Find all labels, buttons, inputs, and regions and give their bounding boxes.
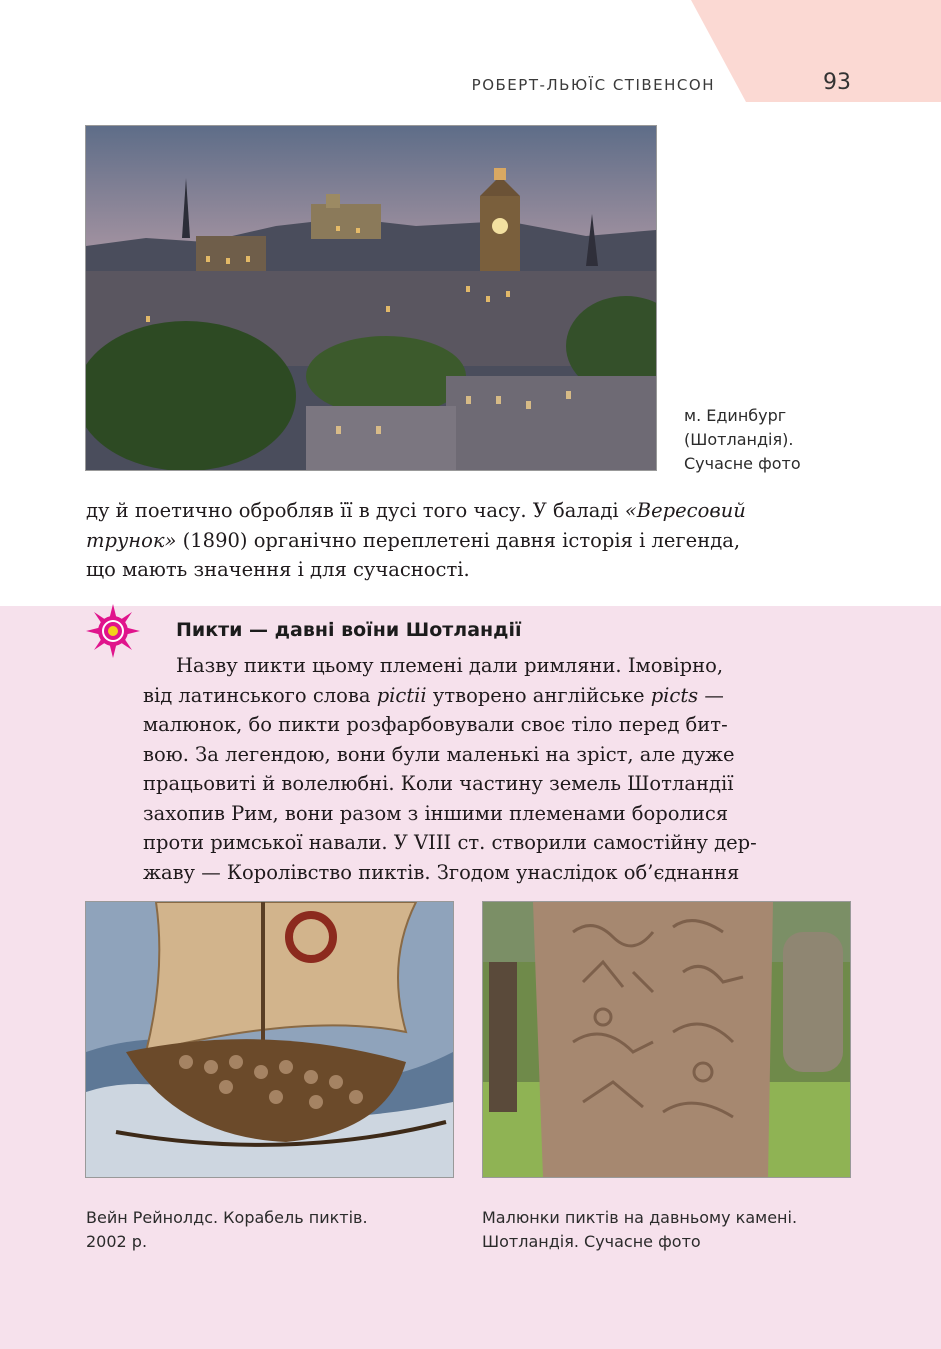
running-head: РОБЕРТ-ЛЬЮЇС СТІВЕНСОН xyxy=(471,76,715,94)
info-line-5: працьовиті й волелюбні. Коли частину земель Шотландії xyxy=(143,772,734,795)
body-paragraph xyxy=(86,496,746,585)
body-line-3: що мають значення і для сучасності. xyxy=(86,558,470,581)
info-line-6: захопив Рим, вони разом з іншими племенами боролися xyxy=(143,801,729,825)
body-line-2: трунок» (1890) органічно переплетені давня історія і легенда, xyxy=(86,528,741,552)
stone-caption: Малюнки пиктів на давньому камені. Шотландія. Сучасне фото xyxy=(482,1208,798,1251)
ballad-title-cont: трунок» xyxy=(86,528,177,552)
edinburgh-photo xyxy=(85,125,657,471)
info-line-7: проти римської навали. У VIII ст. створили самостійну дер- xyxy=(143,831,757,854)
info-line-2: від латинського слова pictii утворено англійське picts — xyxy=(143,683,724,707)
info-line-3: малюнок, бо пикти розфарбовували своє тіло перед бит- xyxy=(143,713,728,736)
compass-rose-icon xyxy=(86,604,140,658)
body-line-1: ду й поетично обробляв її в дусі того часу. У баладі «Вересовий xyxy=(86,499,746,522)
ship-caption: Вейн Рейнолдс. Корабель пиктів. 2002 р. xyxy=(86,1208,368,1251)
info-box-title: Пикти — давні воїни Шотландії xyxy=(176,619,522,641)
edinburgh-caption: м. Единбург (Шотландія). Сучасне фото xyxy=(684,406,801,473)
info-box-text xyxy=(143,651,757,887)
info-line-8: жаву — Королівство пиктів. Згодом унаслідок об’єднання xyxy=(143,860,740,884)
pictish-stone-photo xyxy=(482,901,851,1178)
info-line-1: Назву пикти цьому племені дали римляни. Імовірно, xyxy=(176,654,724,677)
ballad-title: «Вересовий xyxy=(624,499,746,522)
pict-ship-painting xyxy=(85,901,454,1178)
info-line-4: вою. За легендою, вони були маленькі на зріст, але дуже xyxy=(143,742,735,766)
page-number: 93 xyxy=(823,70,851,95)
